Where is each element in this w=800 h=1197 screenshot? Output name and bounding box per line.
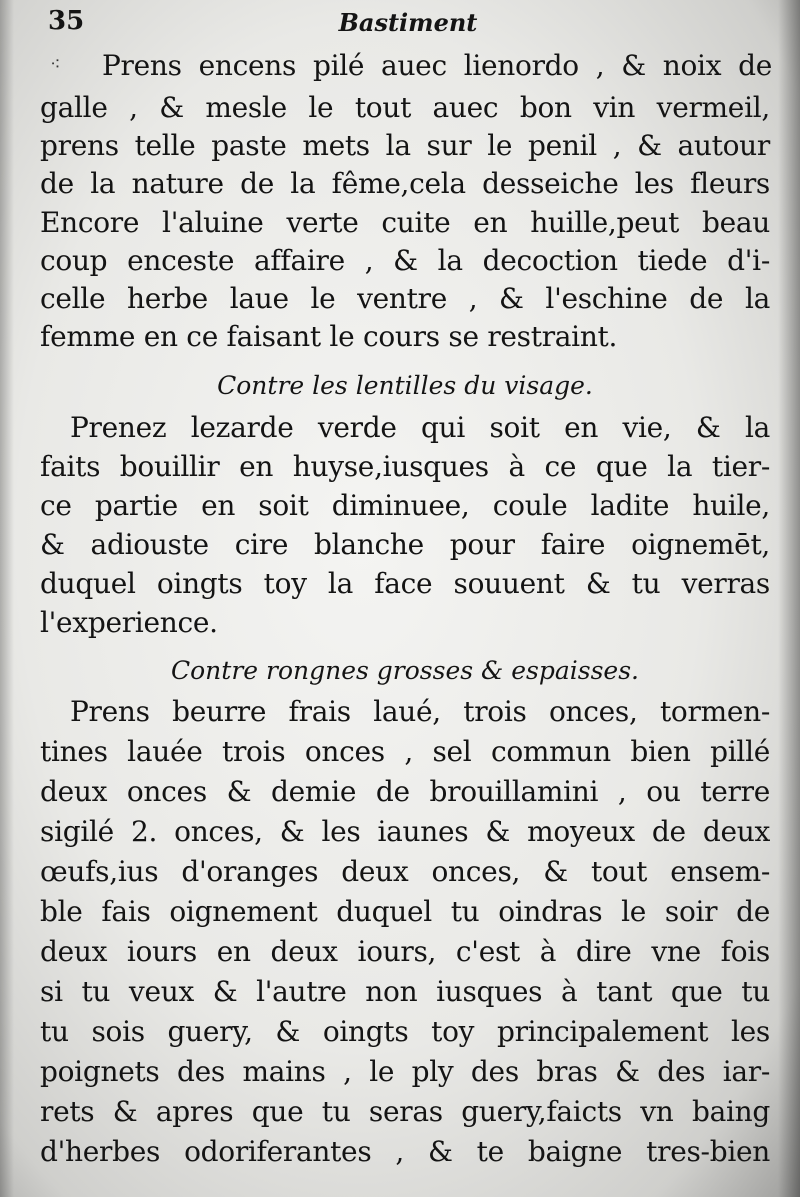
text-line: de la nature de la fême,cela desseiche les fleurs [40, 167, 770, 200]
page-number: 35 [48, 6, 85, 36]
section-heading: Contre rongnes grosses & espaisses. [171, 656, 639, 685]
text-line: ble fais oignement duquel tu oindras le soir de [40, 895, 770, 928]
text-line: Prens encens pilé auec lienordo , & noix de [102, 49, 772, 82]
text-line: galle , & mesle le tout auec bon vin vermeil, [40, 91, 770, 124]
page-gutter-shadow [0, 0, 14, 1197]
text-line: & adiouste cire blanche pour faire oignemēt, [40, 528, 770, 561]
text-line: sigilé 2. onces, & les iaunes & moyeux de deux [40, 815, 770, 848]
text-line: celle herbe laue le ventre , & l'eschine de la [40, 282, 770, 315]
text-line: femme en ce faisant le cours se restraint. [40, 320, 618, 353]
page-edge-shadow [778, 0, 800, 1197]
text-line: ce partie en soit diminuee, coule ladite huile, [40, 489, 770, 522]
text-line: faits bouillir en huyse,iusques à ce que la tier- [40, 450, 770, 483]
marginal-mark: ⁖ [50, 54, 61, 75]
section-heading: Contre les lentilles du visage. [217, 371, 593, 400]
text-line: coup enceste affaire , & la decoction tiede d'i- [40, 244, 770, 277]
text-line: poignets des mains , le ply des bras & des iar- [40, 1055, 770, 1088]
text-line: si tu veux & l'autre non iusques à tant que tu [40, 975, 770, 1008]
page-header [48, 6, 768, 42]
text-line: duquel oingts toy la face souuent & tu verras [40, 567, 770, 600]
text-line: Encore l'aluine verte cuite en huille,peut beau [40, 206, 770, 239]
text-line: tu sois guery, & oingts toy principalement les [40, 1015, 770, 1048]
text-line: tines lauée trois onces , sel commun bien pillé [40, 735, 770, 768]
running-title: Bastiment [338, 8, 478, 37]
text-line: l'experience. [40, 606, 218, 639]
text-line: Prenez lezarde verde qui soit en vie, & la [70, 411, 770, 444]
text-line: deux iours en deux iours, c'est à dire vne fois [40, 935, 770, 968]
text-line: œufs,ius d'oranges deux onces, & tout ensem- [40, 855, 770, 888]
text-line: rets & apres que tu seras guery,faicts vn baing [40, 1095, 770, 1128]
text-line: Prens beurre frais laué, trois onces, tormen- [70, 695, 770, 728]
text-line: deux onces & demie de brouillamini , ou terre [40, 775, 770, 808]
text-line: d'herbes odoriferantes , & te baigne tres-bien [40, 1135, 770, 1168]
text-line: prens telle paste mets la sur le penil , & autour [40, 129, 770, 162]
